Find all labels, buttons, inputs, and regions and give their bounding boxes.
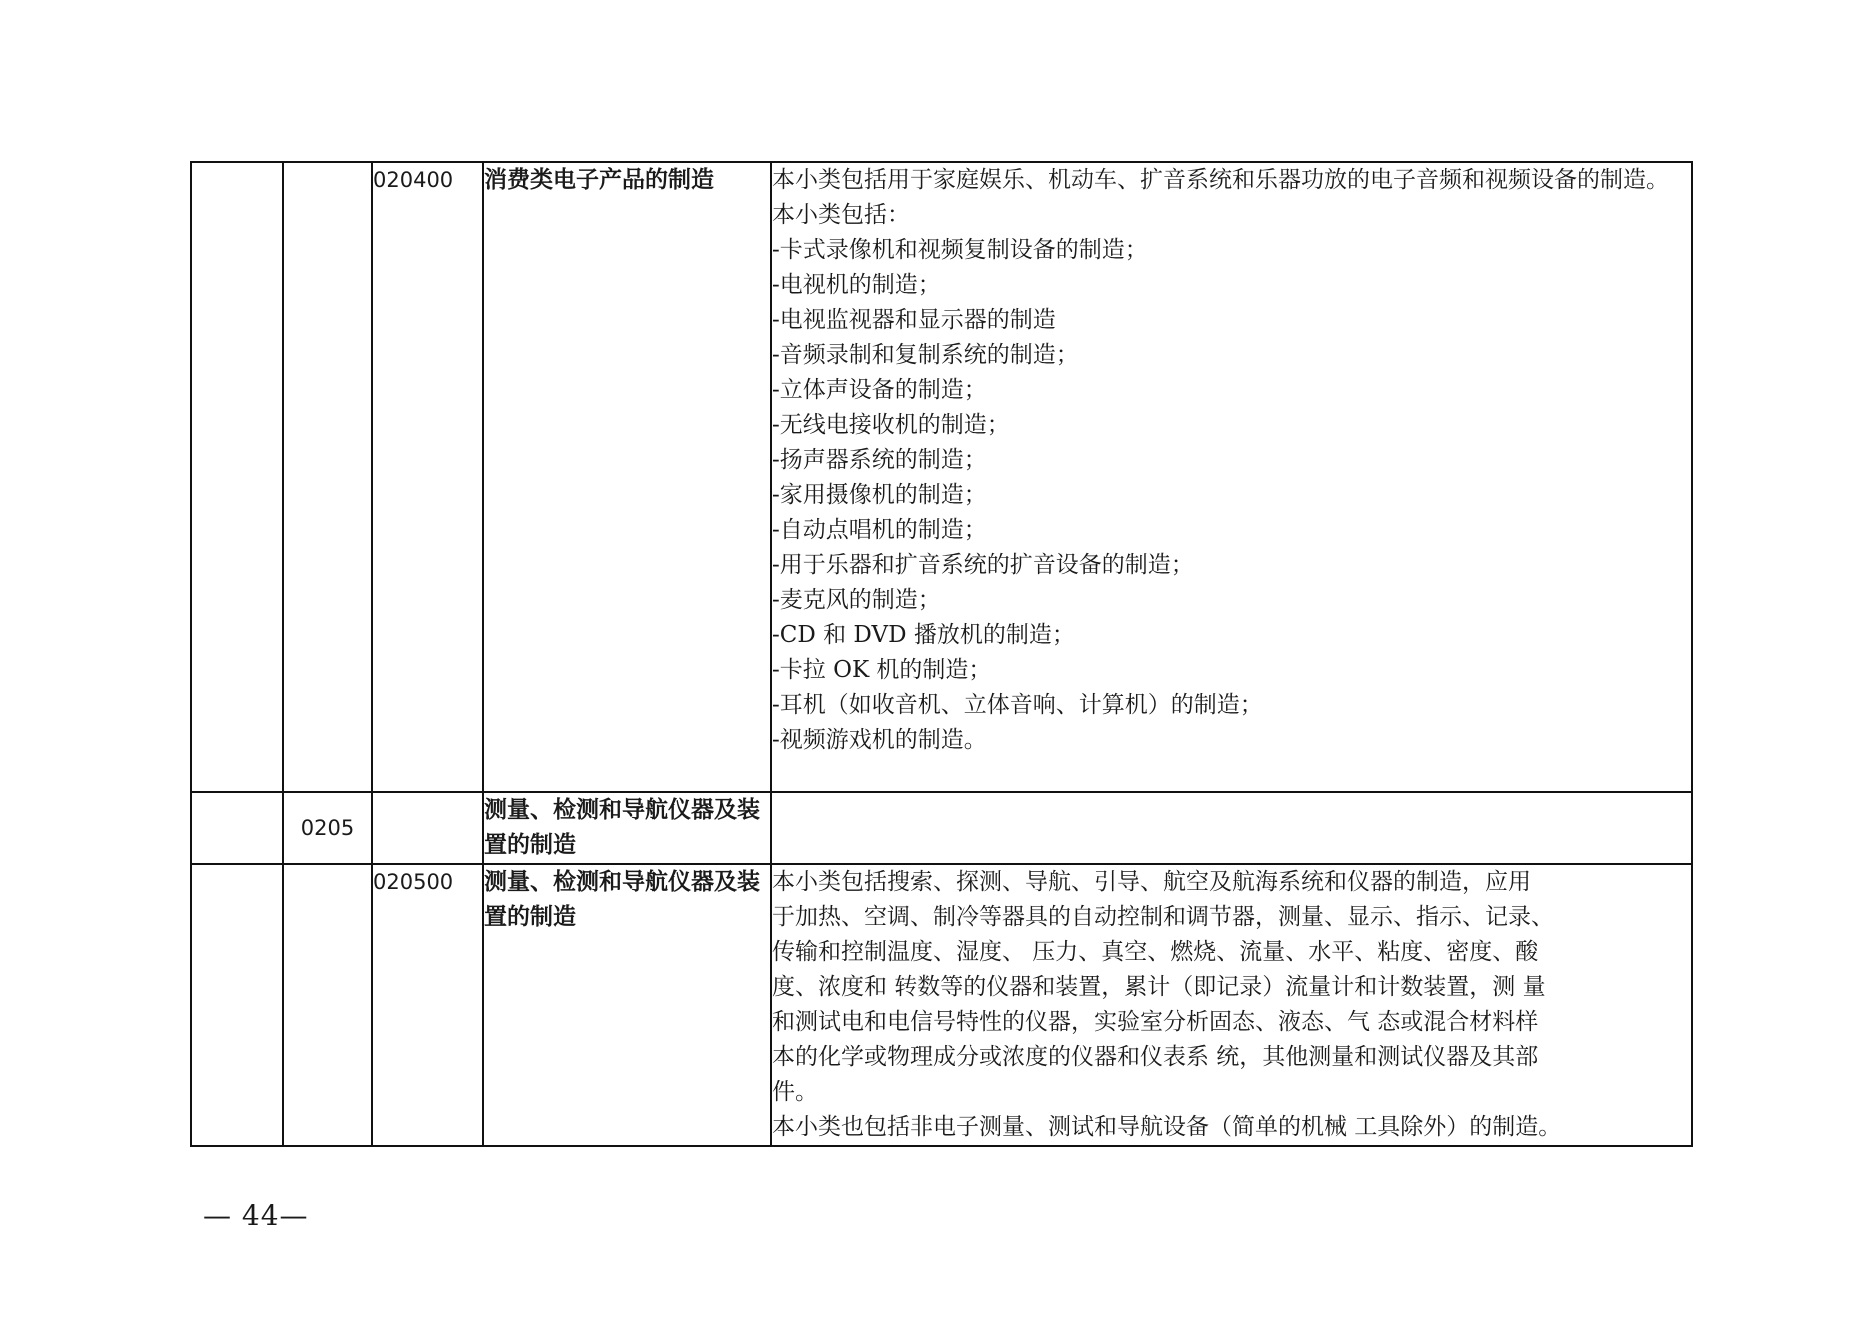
includes-label: 本小类包括： [772, 202, 910, 228]
cell-section [191, 864, 283, 1146]
include-item: -扬声器系统的制造； [772, 447, 987, 473]
include-item: -视频游戏机的制造。 [772, 727, 987, 753]
include-item: -家用摄像机的制造； [772, 482, 987, 508]
cell-group [283, 864, 372, 1146]
description-line: 传输和控制温度、湿度、 压力、真空、燃烧、流量、水平、粘度、密度、酸 [772, 939, 1539, 965]
class-description [771, 162, 1692, 792]
cell-section [191, 792, 283, 864]
class-code: 020400 [372, 162, 483, 792]
table-row-0205 [191, 792, 1692, 864]
include-item: -自动点唱机的制造； [772, 517, 987, 543]
class-name: 消费类电子产品的制造 [483, 162, 771, 792]
table-row-020400 [191, 162, 1692, 792]
description-line: 度、浓度和 转数等的仪器和装置，累计（即记录）流量计和计数装置，测 量 [772, 974, 1546, 1000]
description-line: 件。 [772, 1079, 818, 1105]
description-intro: 本小类包括用于家庭娱乐、机动车、扩音系统和乐器功放的电子音频和视频设备的制造。 [772, 167, 1669, 193]
class-name: 测量、检测和导航仪器及装置的制造 [483, 864, 771, 1146]
include-item: -立体声设备的制造； [772, 377, 987, 403]
description-line: 于加热、空调、制冷等器具的自动控制和调节器，测量、显示、指示、记录、 [772, 904, 1554, 930]
table-row-020500 [191, 864, 1692, 1146]
include-item: -无线电接收机的制造； [772, 412, 1010, 438]
include-item: -卡式录像机和视频复制设备的制造； [772, 237, 1148, 263]
class-description [771, 864, 1692, 1146]
include-item: -音频录制和复制系统的制造； [772, 342, 1079, 368]
class-code: 020500 [372, 864, 483, 1146]
cell-group [283, 162, 372, 792]
include-item: -卡拉 OK 机的制造； [772, 657, 992, 683]
group-code: 0205 [283, 792, 372, 864]
include-item: -麦克风的制造； [772, 587, 941, 613]
description-line: 本小类也包括非电子测量、测试和导航设备（简单的机械 工具除外）的制造。 [772, 1114, 1562, 1140]
cell-section [191, 162, 283, 792]
include-item: -CD 和 DVD 播放机的制造； [772, 622, 1075, 648]
description-line: 和测试电和电信号特性的仪器，实验室分析固态、液态、气 态或混合材料样 [772, 1009, 1539, 1035]
include-item: -用于乐器和扩音系统的扩音设备的制造； [772, 552, 1194, 578]
classification-table [190, 161, 1693, 1147]
group-name: 测量、检测和导航仪器及装置的制造 [483, 792, 771, 864]
include-item: -电视机的制造； [772, 272, 941, 298]
description-line: 本的化学或物理成分或浓度的仪器和仪表系 统，其他测量和测试仪器及其部 [772, 1044, 1539, 1070]
description-line: 本小类包括搜索、探测、导航、引导、航空及航海系统和仪器的制造，应用 [772, 869, 1531, 895]
cell-description-empty [771, 792, 1692, 864]
include-item: -电视监视器和显示器的制造 [772, 307, 1056, 333]
include-item: -耳机（如收音机、立体音响、计算机）的制造； [772, 692, 1263, 718]
page-number: — 44— [203, 1199, 309, 1232]
cell-class [372, 792, 483, 864]
